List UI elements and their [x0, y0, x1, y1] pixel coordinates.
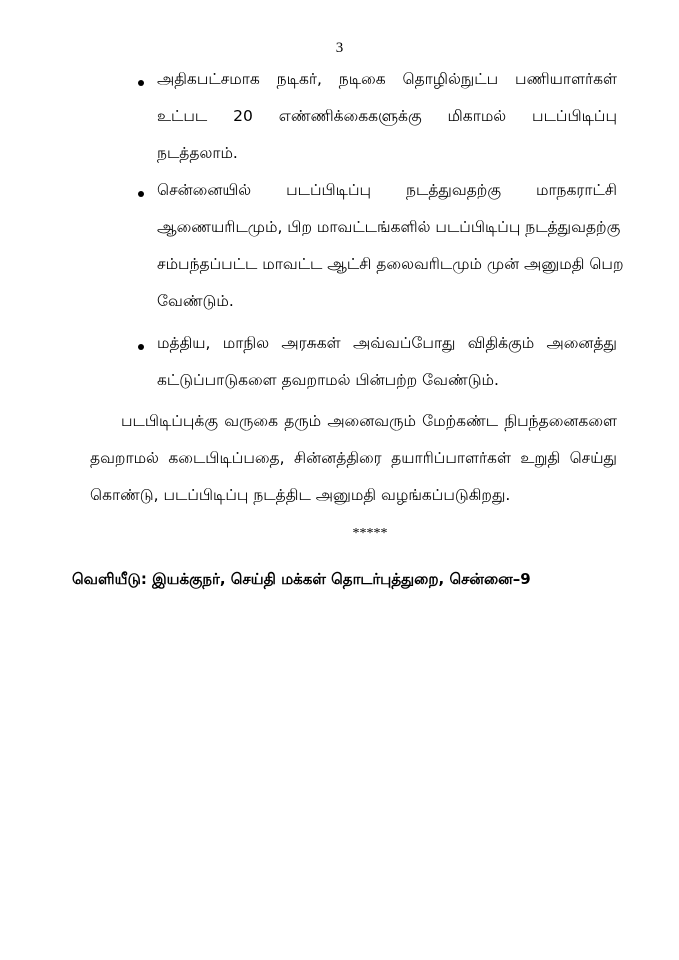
list-item-line: வேண்டும்.	[157, 292, 234, 310]
bullet-icon	[138, 80, 144, 86]
page-number: 3	[335, 40, 344, 56]
list-item-line: சம்பந்தப்பட்ட மாவட்ட ஆட்சி தலைவரிடமும் முன் அனுமதி பெற	[157, 255, 624, 273]
list-item-line: ஆணையரிடமும், பிற மாவட்டங்களில் படப்பிடிப்பு நடத்துவதற்கு	[157, 218, 621, 236]
list-item-line: கட்டுப்பாடுகளை தவறாமல் பின்பற்ற வேண்டும்.	[157, 371, 499, 389]
paragraph-line: கொண்டு, படப்பிடிப்பு நடத்திட அனுமதி வழங்கப்படுகிறது.	[90, 486, 511, 504]
list-item-line: நடத்தலாம்.	[157, 144, 238, 162]
section-separator: *****	[352, 526, 388, 541]
paragraph-line: தவறாமல் கடைபிடிப்பதை, சின்னத்திரை தயாரிப்பாளர்கள் உறுதி செய்து	[90, 449, 617, 467]
bullet-icon	[138, 191, 144, 197]
list-item-line: உட்பட 20 எண்ணிக்கைகளுக்கு மிகாமல் படப்பிடிப்பு	[157, 107, 617, 125]
publisher-footer: வெளியீடு: இயக்குநர், செய்தி மக்கள் தொடர்புத்துறை, சென்னை–9	[72, 570, 531, 588]
bullet-icon	[138, 344, 144, 350]
list-item-line: சென்னையில் படப்பிடிப்பு நடத்துவதற்கு மாநகராட்சி	[157, 181, 617, 199]
list-item-line: அதிகபட்சமாக நடிகர், நடிகை தொழில்நுட்ப பணியாளர்கள்	[157, 70, 617, 88]
paragraph-line: படபிடிப்புக்கு வருகை தரும் அனைவரும் மேற்கண்ட நிபந்தனைகளை	[121, 412, 617, 430]
list-item-line: மத்திய, மாநில அரசுகள் அவ்வப்போது விதிக்கும் அனைத்து	[157, 334, 617, 352]
